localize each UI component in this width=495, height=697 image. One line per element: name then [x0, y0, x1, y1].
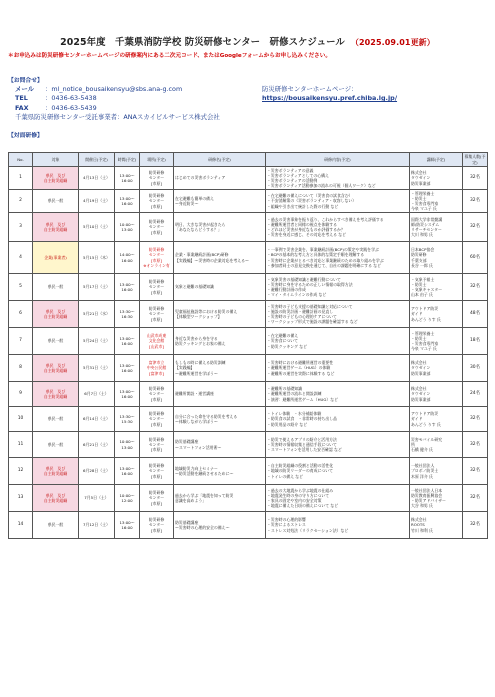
fax-number: ：0436-63-5439 — [45, 103, 97, 112]
fax-label: FAX — [15, 103, 29, 112]
cell-place: 防災研修 センター [市原] — [140, 512, 174, 539]
table-row — [9, 167, 488, 190]
table-header-row — [9, 153, 488, 167]
column-header: 対象 — [33, 153, 79, 167]
cell-date: 5月24日（土） — [79, 328, 115, 355]
cell-no: 12 — [9, 458, 33, 485]
cell-time: 13:30～ 15:30 — [115, 407, 140, 432]
mail-label: メール — [15, 85, 35, 93]
cell-count: 32名 — [463, 274, 488, 301]
column-header: 開催日(予定) — [79, 153, 115, 167]
cell-target: 県民 及び 自主防災組織 — [33, 213, 79, 242]
cell-place: 防災研修 センター [市原] — [140, 190, 174, 213]
cell-target: 企業(事業者) — [33, 242, 79, 274]
homepage-block — [262, 85, 397, 104]
cell-date: 5月31日（土） — [79, 355, 115, 382]
schedule-table — [8, 152, 488, 539]
cell-content: ・防災で使えるアプリの紹介と活用方法 ・災害時の情報収集と通信手段について ・スマートフォンを活用した安否確認 など — [266, 432, 410, 458]
cell-time: 13:00～ 16:00 — [115, 274, 140, 301]
cell-target: 県民 及び 自主防災組織 — [33, 355, 79, 382]
cell-count: 32名 — [463, 512, 488, 539]
tel-label: TEL — [15, 94, 28, 103]
table-row — [9, 432, 488, 458]
cell-content: ・自主防災組織の役割と活動の活性化 ・地域の防災リーダーの育成について ・トイレの備え など — [266, 458, 410, 485]
cell-place: 防災研修 センター [市原] — [140, 432, 174, 458]
cell-content: ・避難所の基礎知識 ・避難所運営の流れと開設訓練 ・演習：避難所運営ゲーム（HUG）など — [266, 382, 410, 407]
cell-time: 10:00～ 13:00 — [115, 432, 140, 458]
cell-no: 6 — [9, 301, 33, 328]
cell-no: 7 — [9, 328, 33, 355]
column-header: 場所(予定) — [140, 153, 174, 167]
cell-count: 60名 — [463, 242, 488, 274]
cell-target: 県民一般 — [33, 512, 79, 539]
cell-place: 防災研修 センター [市原] — [140, 458, 174, 485]
cell-count: 24名 — [463, 382, 488, 407]
cell-time: 13:00～ 16:00 — [115, 382, 140, 407]
cell-place: 防災研修 センター [市原] — [140, 167, 174, 190]
cell-date: 6月14日（土） — [79, 407, 115, 432]
cell-lecturer: 株式会社 タウゼイン 防災事業部 — [410, 167, 463, 190]
cell-no: 13 — [9, 485, 33, 512]
cell-time: 13:00～ 16:00 — [115, 328, 140, 355]
cell-lecturer: 一般社団法人日本 防災教育振興協会 ・防災アドバイザー 大谷 和男 氏 — [410, 485, 463, 512]
cell-count: 32名 — [463, 485, 488, 512]
cell-date: 5月17日（土） — [79, 274, 115, 301]
column-header: 時間(予定) — [115, 153, 140, 167]
cell-no: 14 — [9, 512, 33, 539]
contact-block — [15, 85, 220, 123]
cell-target: 県民一般 — [33, 407, 79, 432]
table-row — [9, 407, 488, 432]
cell-date: 5月15日（木） — [79, 242, 115, 274]
cell-target: 県民 及び 自主防災組織 — [33, 167, 79, 190]
cell-count: 32名 — [463, 407, 488, 432]
cell-target: 県民 及び 自主防災組織 — [33, 301, 79, 328]
cell-lecturer: ・管理栄養士 ・防災士 ・災害食専門家 今泉 マユ子 氏 — [410, 190, 463, 213]
cell-date: 5月10日（土） — [79, 213, 115, 242]
cell-name: 児童福祉施設等における防災の備え 【体験型ワークショップ】 — [174, 301, 266, 328]
cell-target: 県民 及び 自主防災組織 — [33, 382, 79, 407]
table-row — [9, 512, 488, 539]
operator-text: 千葉県防災研修センター受託事業者：ANAスカイビルサービス株式会社 — [15, 113, 220, 122]
column-header: 研修名(予定) — [174, 153, 266, 167]
cell-name: 避難所開設・運営講座 — [174, 382, 266, 407]
column-header: 募集人数(予定) — [463, 153, 488, 167]
cell-date: 6月28日（土） — [79, 458, 115, 485]
cell-no: 10 — [9, 407, 33, 432]
cell-time: 13:30～ 16:30 — [115, 301, 140, 328]
cell-count: 32名 — [463, 432, 488, 458]
cell-name: 防災基礎講座 ～スマートフォン活用術～ — [174, 432, 266, 458]
cell-lecturer: アウトドア防災 ガイド あんどう りす 氏 — [410, 407, 463, 432]
cell-content: ・災害時の子ども支援の基礎知識と対応について ・施設の防災計画・避難計画の見直し ・災害時の子どもの心理的ケアについて ・ワークショップ形式で施設の課題を確認する など — [266, 301, 410, 328]
cell-no: 2 — [9, 190, 33, 213]
homepage-link[interactable]: https://bousaikensyu.pref.chiba.lg.jp/ — [262, 94, 398, 103]
cell-target: 県民一般 — [33, 274, 79, 301]
cell-date: 4月19日（土） — [79, 190, 115, 213]
table-body — [9, 167, 488, 539]
cell-no: 9 — [9, 382, 33, 407]
cell-lecturer: 株式会社 ROOTS 竹川 和利 氏 — [410, 512, 463, 539]
cell-place: 防災研修 センター [市原] — [140, 274, 174, 301]
cell-count: 32名 — [463, 213, 488, 242]
cell-count: 32名 — [463, 458, 488, 485]
section-heading: 【対面研修】 — [8, 133, 43, 139]
contact-heading: 【お問合せ】 — [8, 78, 43, 84]
cell-time: 10:00～ 13:00 — [115, 213, 140, 242]
cell-lecturer: 日本BCP協会 防災研修 千葉支部 長谷 一郎 氏 — [410, 242, 463, 274]
cell-name: 在宅避難も簡単の備え ～身近防災～ — [174, 190, 266, 213]
mail-address[interactable]: ：ml_notice_bousaikensyu@sbs.ana-g.com — [45, 85, 183, 93]
cell-target: 県民一般 — [33, 432, 79, 458]
cell-name: 地域防災力向上セミナー ～防災活動を継続させるために～ — [174, 458, 266, 485]
cell-time: 13:00～ 16:00 — [115, 512, 140, 539]
cell-count: 32名 — [463, 167, 488, 190]
cell-time: 10:00～ 12:00 — [115, 485, 140, 512]
cell-content: ・過去の大地震から学ぶ地震の仕組み ・地震発生時の身の守り方について ・家具の固定や室内の安全対策 ・地震に備えた日頃の備えについて など — [266, 485, 410, 512]
cell-place: 防災研修 センター [市原] ※オンライン有 — [140, 242, 174, 274]
cell-no: 8 — [9, 355, 33, 382]
cell-content: ・災害ボランティアの意義 ・災害ボランティアとしての心構え ・災害ボランティアの活動例 ・災害ボランティア活動参加の流れの可視（個人ワーク）など — [266, 167, 410, 190]
cell-time: 13:00～ 16:00 — [115, 167, 140, 190]
cell-target: 県民 及び 自主防災組織 — [33, 458, 79, 485]
cell-place: 防災研修 センター [市原] — [140, 485, 174, 512]
cell-count: 18名 — [463, 328, 488, 355]
cell-date: 5月21日（水） — [79, 301, 115, 328]
cell-content: ・在宅避難の備え ・災害食について ・防災クッキング など — [266, 328, 410, 355]
table-row — [9, 190, 488, 213]
cell-lecturer: アウトドア防災 ガイド あんどう りす 氏 — [410, 301, 463, 328]
page-title — [0, 34, 495, 48]
table-row — [9, 213, 488, 242]
cell-name: もしもの時に備える防災訓練 【実践編】 ～避難所運営を学ぼう～ — [174, 355, 266, 382]
cell-no: 11 — [9, 432, 33, 458]
cell-date: 7月12日（土） — [79, 512, 115, 539]
title-text: 2025年度 千葉県消防学校 防災研修センター 研修スケジュール — [60, 37, 345, 48]
table-row — [9, 485, 488, 512]
cell-date: 4月13日（土） — [79, 167, 115, 190]
cell-target: 県民一般 — [33, 328, 79, 355]
cell-name: 身近な災害から身を守る 防災クッキングとお家の備え — [174, 328, 266, 355]
updated-date: （2025.09.01更新） — [350, 38, 435, 47]
cell-time: 13:00～ 16:00 — [115, 458, 140, 485]
table-row — [9, 355, 488, 382]
column-header: No. — [9, 153, 33, 167]
cell-count: 48名 — [463, 301, 488, 328]
cell-name: 企業・事業継続計画(BCP)研修 【実践編】～災害時の企業対応を考える～ — [174, 242, 266, 274]
column-header: 講師(予定) — [410, 153, 463, 167]
column-header: 研修内容(予定) — [266, 153, 410, 167]
cell-count: 32名 — [463, 190, 488, 213]
cell-place: 富津市立 中央公民館 [富津市] — [140, 355, 174, 382]
cell-place: 防災研修 センター [市原] — [140, 301, 174, 328]
table-row — [9, 382, 488, 407]
homepage-label: 防災研修センターホームページ： — [262, 85, 358, 93]
cell-content: ・災害時の心理的影響 ・災害によるストレス ・ストレス対処法（リラクセーション法）など — [266, 512, 410, 539]
cell-lecturer: 国際大学非常勤講 師/防災システム リサーチセンター 大川 和男 氏 — [410, 213, 463, 242]
cell-content: ・気象災害の基礎知識と避難行動について ・災害時に身を守るための正しい情報の取得方法 ・避難行動計画の作成 ・マイ・タイムラインの作成 など — [266, 274, 410, 301]
cell-lecturer: ・管理栄養士 ・防災士 ・災害食専門家 今泉 マユ子 氏 — [410, 328, 463, 355]
cell-content: ・過去の災害事象を振り返り、これからすべき備えを考え評価する ・避難所運営者と同様の視点を体験する ・どれほど災害が身近なものか評価するか？ ・災害を身近に感じ、その対応を考える など — [266, 213, 410, 242]
cell-name: 気象と避難の基礎知識 — [174, 274, 266, 301]
cell-no: 4 — [9, 242, 33, 274]
cell-place: 防災研修 センター [市原] — [140, 213, 174, 242]
cell-date: 6月7日（土） — [79, 382, 115, 407]
cell-time: 13:00～ 16:00 — [115, 190, 140, 213]
table-row — [9, 301, 488, 328]
cell-place: 防災研修 センター [市原] — [140, 407, 174, 432]
cell-lecturer: 災害モバイル研究 所 石橋 健介 氏 — [410, 432, 463, 458]
cell-name: 防災基礎講座 ～災害時の心理的安全の備え～ — [174, 512, 266, 539]
cell-content: ・在宅避難の備えについて（災害食の試食含む） ・不安消解策の（災害ボランティア・収容しない） ・組織や引き出て統計した際の行動 など — [266, 190, 410, 213]
cell-target: 県民 及び 自主防災組織 — [33, 485, 79, 512]
cell-content: ・一事例で災害企業を、事業継続計画(BCP)の策定や実践を学ぶ ・BCPの基本的な考え方と具体的な策定手順を理解する ・災害時に企業がとるべき対応と事業継続のための取り組みを学ぶ ・参加者同士の意見交換を通じて、自社の課題を明確にする など — [266, 242, 410, 274]
cell-target: 県民一般 — [33, 190, 79, 213]
tel-number: ：0436-63-5438 — [45, 94, 97, 103]
cell-count: 30名 — [463, 355, 488, 382]
cell-no: 1 — [9, 167, 33, 190]
cell-name: 過去から学ぶ「地震を知って防災 意識を高めよう」 — [174, 485, 266, 512]
cell-place: 防災研修 センター [市原] — [140, 382, 174, 407]
cell-time: 14:00～ 16:00 — [115, 242, 140, 274]
table-row — [9, 242, 488, 274]
cell-lecturer: 一般社団法人 プロボノ防災士 木原 洋介 氏 — [410, 458, 463, 485]
cell-content: ・トイレ体験 ・水分補給体験 ・防災食の試食 ・非常時の持ち出し品 ・防災用品の紹介 など — [266, 407, 410, 432]
cell-lecturer: 株式会社 タウゼイン 防災事業部 — [410, 355, 463, 382]
cell-no: 3 — [9, 213, 33, 242]
application-notice: ＊お申込みは防災研修センターホームページの研修案内にある二次元コード、またはGoogleフォームからお申し込みください。 — [8, 53, 331, 59]
cell-no: 5 — [9, 274, 33, 301]
table-row — [9, 328, 488, 355]
cell-name: 自分に合った命を守る防災を考える ～体験しながら学ぼう～ — [174, 407, 266, 432]
cell-time: 13:00～ 16:00 — [115, 355, 140, 382]
table-row — [9, 458, 488, 485]
cell-date: 6月21日（土） — [79, 432, 115, 458]
cell-lecturer: 株式会社 タウゼイン 防災事業部 — [410, 382, 463, 407]
cell-place: 山武市成東 文化会館 [山武市] — [140, 328, 174, 355]
table-row — [9, 274, 488, 301]
cell-content: ・災害時における避難所運営の重要性 ・避難所運営ゲーム（HUG）の体験 ・避難所の運営を実際に体験する など — [266, 355, 410, 382]
cell-name: はじめての災害ボランティア — [174, 167, 266, 190]
cell-date: 7月5日（土） — [79, 485, 115, 512]
cell-name: 明日、大きな災害が起きたら 「あなたならどうする？」 — [174, 213, 266, 242]
cell-lecturer: ・気象予報士 ・防災士 ・気象キャスター 山本 由子 氏 — [410, 274, 463, 301]
